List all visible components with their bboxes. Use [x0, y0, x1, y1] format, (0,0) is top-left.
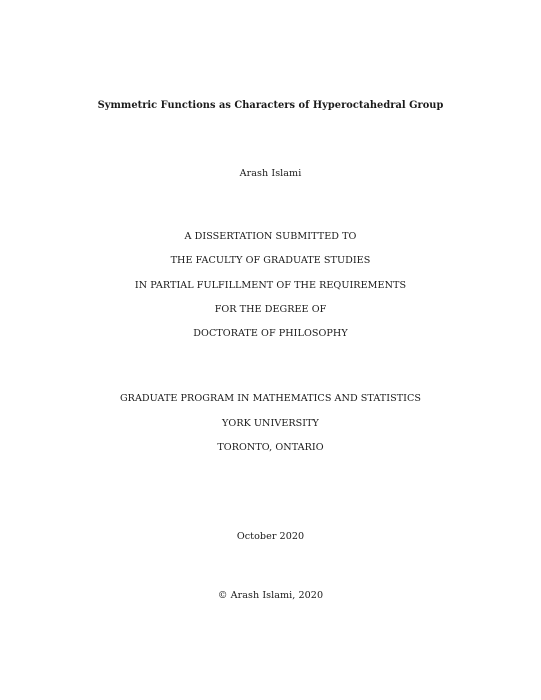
- dissertation-line-5: DOCTORATE OF PHILOSOPHY: [193, 328, 348, 339]
- dissertation-line-1: A DISSERTATION SUBMITTED TO: [184, 231, 357, 242]
- document-title: Symmetric Functions as Characters of Hyperoctahedral Group: [97, 100, 444, 111]
- author-name: Arash Islami: [239, 168, 302, 179]
- submission-date: October 2020: [236, 531, 305, 542]
- program-line-1: GRADUATE PROGRAM IN MATHEMATICS AND STATISTICS: [119, 393, 422, 404]
- dissertation-line-3: IN PARTIAL FULFILLMENT OF THE REQUIREMENTS: [134, 280, 407, 291]
- copyright-notice: © Arash Islami, 2020: [217, 590, 324, 601]
- dissertation-line-2: THE FACULTY OF GRADUATE STUDIES: [170, 255, 371, 266]
- dissertation-line-4: FOR THE DEGREE OF: [214, 304, 327, 315]
- program-line-2: YORK UNIVERSITY: [222, 418, 319, 429]
- program-line-3: TORONTO, ONTARIO: [217, 442, 324, 453]
